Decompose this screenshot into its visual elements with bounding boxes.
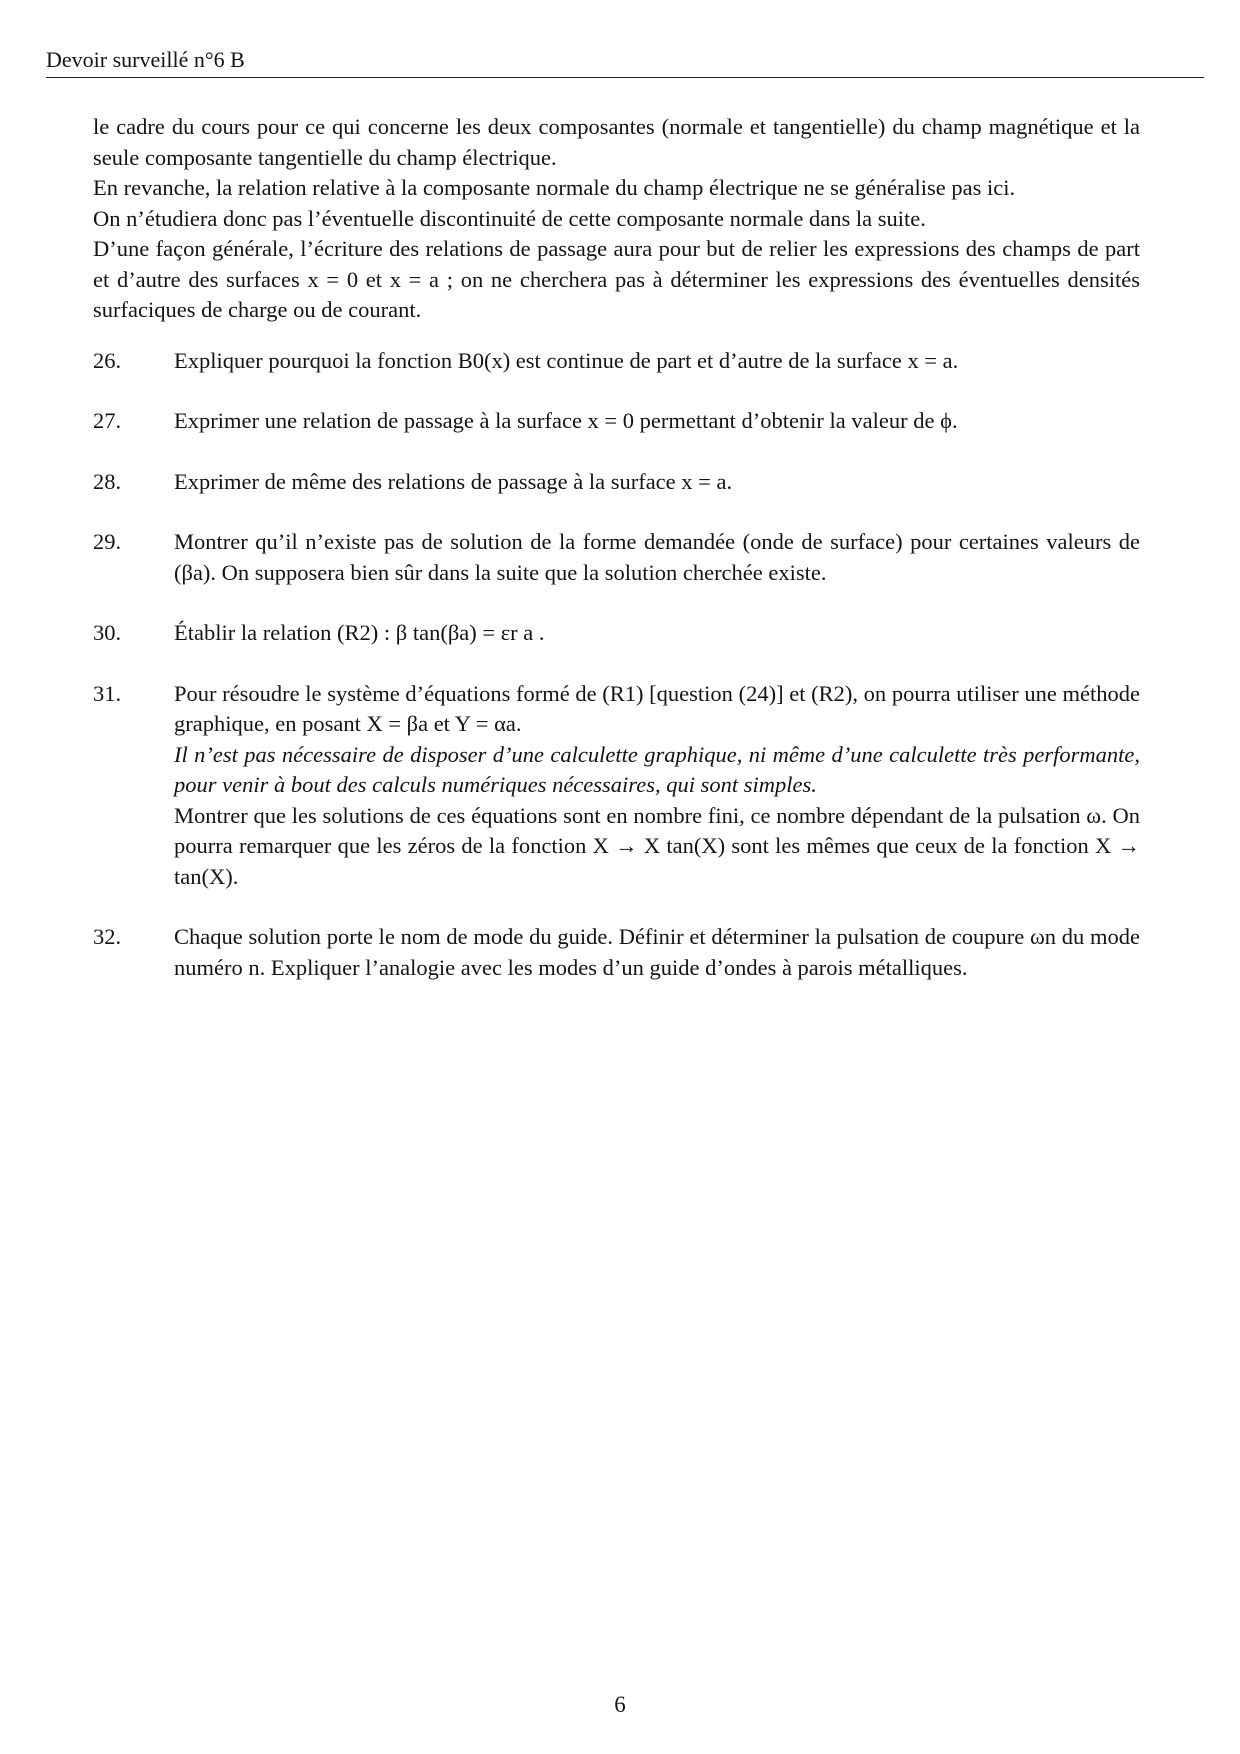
question-text: Montrer qu’il n’existe pas de solution de la forme demandée (onde de surface) pour certaines valeurs de (βa). On supposera bien sûr dans la suite que la solution cherchée existe.: [174, 529, 1140, 585]
header-divider: [46, 77, 1204, 78]
question-text: Exprimer une relation de passage à la surface x = 0 permettant d’obtenir la valeur de ϕ.: [174, 408, 958, 433]
question-text: Exprimer de même des relations de passage à la surface x = a.: [174, 468, 733, 494]
page-content: [93, 112, 1140, 983]
question-number: 30.: [93, 620, 122, 645]
question-27: [93, 406, 1140, 437]
question-31: [93, 679, 1140, 893]
question-29: [93, 527, 1140, 588]
question-text: Chaque solution porte le nom de mode du guide. Définir et déterminer la pulsation de coupure ωn du mode numéro n. Expliquer l’analogie avec les modes d’un guide d’ondes à parois métalliques.: [174, 924, 1140, 980]
question-number: 28.: [93, 468, 122, 494]
page-number: 6: [614, 1692, 626, 1717]
question-text: Établir la relation (R2) : β tan(βa) = εr a .: [174, 620, 545, 645]
question-28: [93, 467, 1140, 498]
question-32: [93, 922, 1140, 983]
question-30: [93, 618, 1140, 649]
question-text-continued: Montrer que les solutions de ces équations sont en nombre fini, ce nombre dépendant de la pulsation ω. On pourra remarquer que les zéros de la fonction X → X tan(X) sont les mêmes que ceux de la fonction X → tan(X).: [174, 802, 1140, 889]
question-text: Pour résoudre le système d’équations formé de (R1) [question (24)] et (R2), on pourra utiliser une méthode graphique, en posant X = βa et Y = αa.: [174, 680, 1140, 736]
intro-paragraph-4: D’une façon générale, l’écriture des relations de passage aura pour but de relier les expressions des champs de part et d’autre des surfaces x = 0 et x = a ; on ne cherchera pas à déterminer les expressions des éventuelles densités surfaciques de charge ou de courant.: [93, 236, 1140, 322]
intro-paragraph-1: le cadre du cours pour ce qui concerne les deux composantes (normale et tangentielle) du champ magnétique et la seule composante tangentielle du champ électrique.: [93, 114, 1140, 170]
intro-paragraphs: [93, 112, 1140, 326]
question-number: 32.: [93, 924, 122, 949]
question-number: 26.: [93, 347, 122, 373]
intro-paragraph-2: En revanche, la relation relative à la composante normale du champ électrique ne se généralise pas ici.: [93, 175, 1016, 200]
page-header: Devoir surveillé n°6 B: [46, 47, 245, 72]
question-body: [174, 679, 1140, 893]
question-note: Il n’est pas nécessaire de disposer d’une calculette graphique, ni même d’une calculette très performante, pour venir à bout des calculs numériques nécessaires, qui sont simples.: [174, 741, 1140, 797]
question-number: 27.: [93, 408, 122, 433]
question-number: 31.: [93, 680, 122, 706]
question-number: 29.: [93, 529, 122, 554]
question-text: Expliquer pourquoi la fonction B0(x) est continue de part et d’autre de la surface x = a.: [174, 347, 959, 373]
intro-paragraph-3: On n’étudiera donc pas l’éventuelle discontinuité de cette composante normale dans la suite.: [93, 205, 926, 231]
question-26: [93, 346, 1140, 377]
